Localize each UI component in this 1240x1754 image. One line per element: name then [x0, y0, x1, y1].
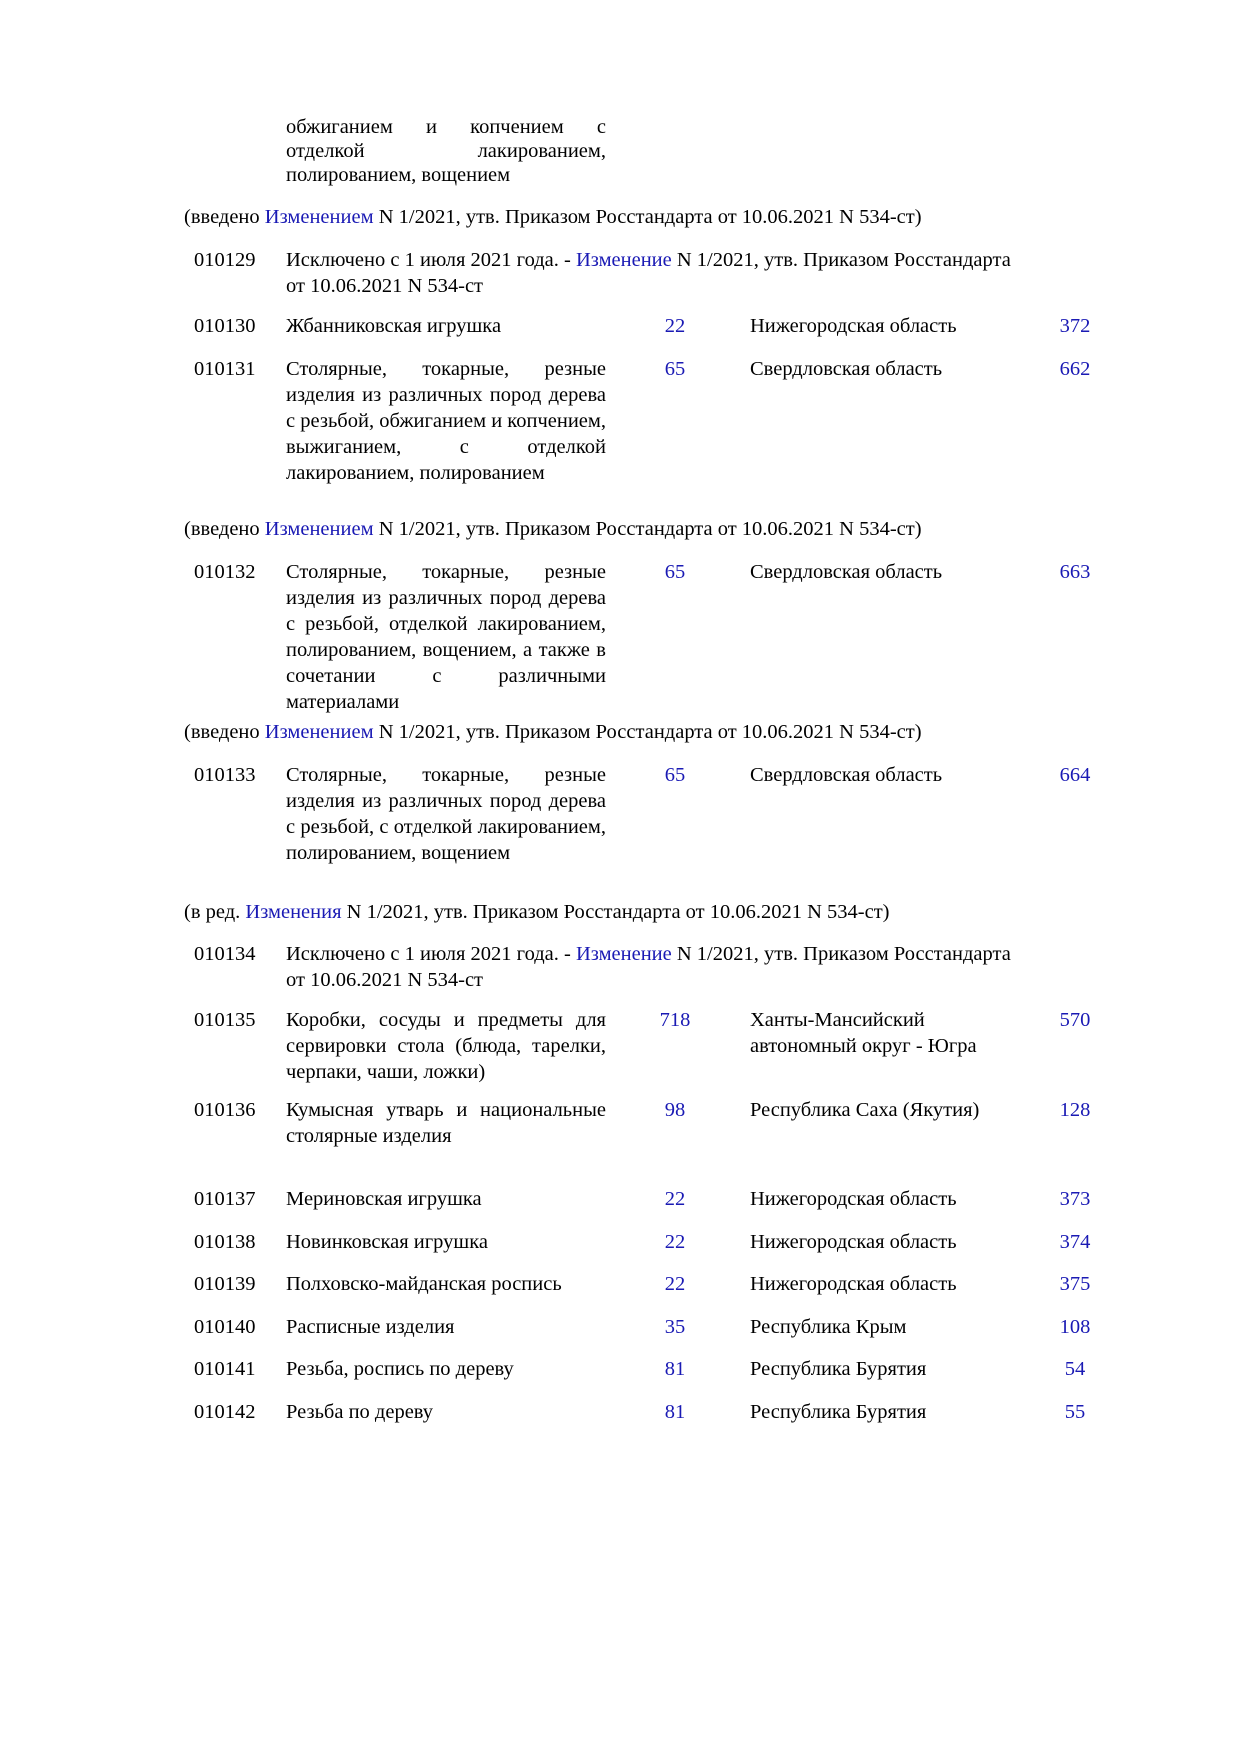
item-name: Исключено с 1 июля 2021 года. - Изменение N 1/2021, утв. Приказом Росстандарта от 10.06.2021 N 534-ст [286, 943, 1011, 991]
item-region: Республика Крым [750, 1316, 907, 1338]
amendment-note: (введено Изменением N 1/2021, утв. Приказом Росстандарта от 10.06.2021 N 534-ст) [184, 721, 922, 743]
amendment-note: (введено Изменением N 1/2021, утв. Приказом Росстандарта от 10.06.2021 N 534-ст) [184, 206, 922, 228]
region-number-link[interactable]: 108 [1059, 1316, 1091, 1338]
region-number-link[interactable]: 570 [1059, 1009, 1091, 1031]
item-code: 010135 [194, 1009, 256, 1031]
amendment-link[interactable]: Изменением [264, 518, 374, 540]
region-number-link[interactable]: 54 [1064, 1358, 1086, 1380]
item-name: Коробки, сосуды и предметы для сервировки стола (блюда, тарелки, черпаки, чаши, ложки) [286, 1009, 606, 1083]
region-number-link[interactable]: 664 [1059, 764, 1091, 786]
item-code: 010140 [194, 1316, 256, 1338]
item-name: Новинковская игрушка [286, 1231, 488, 1253]
item-name: Резьба, роспись по дереву [286, 1358, 514, 1380]
document-page: обжиганием и копчением с отделкой лакированием, полированием, вощением (введено Изменением N 1/2021, утв. Приказом Росстандарта от 10.06.2021 N 534-ст) 010129 Исключено с 1 июля 2021 года. - Изменение N 1/2021, утв. Приказом Росстандарта от 10.06.2021 N 534-ст 010130 Жбанниковская игрушка 22 Нижегородская область 372 010131 Столярные, токарные, резные изделия из различных пород дерева с резьбой, обжиганием и копчением, выжиганием, с отделкой лакированием, полированием 65 Свердловская область 662 (введено Изменением N 1/2021, утв. Приказом Росстандарта от 10.06.2021 N 534-ст) 010132 Столярные, токарные, резные изделия из различных пород дерева с резьбой, отделкой лакированием, полированием, вощением, а также в сочетании с различными материалами 65 Свердловская область 663 (введено Изменением N 1/2021, утв. Приказом Росстандарта от 10.06.2021 N 534-ст) 010133 Столярные, токарные, резные изделия из различных пород дерева с резьбой, с отделкой лакированием, полированием, вощением 65 Свердловская область 664 (в ред. Изменения N 1/2021, утв. Приказом Росстандарта от 10.06.2021 N 534-ст) 010134 Исключено с 1 июля 2021 года. - Изменение N 1/2021, утв. Приказом Росстандарта от 10.06.2021 N 534-ст 010135 Коробки, сосуды и предметы для сервировки стола (блюда, тарелки, черпаки, чаши, ложки) 718 Ханты-Мансийский автономный округ - Югра 570 010136 Кумысная утварь и национальные столярные изделия 98 Республика Саха (Якутия) 128 010137 Мериновская игрушка 22 Нижегородская область 373 010138 Новинковская игрушка 22 Нижегородская область 374 010139 Полховско-майданская роспись 22 Нижегородская область 375 010140 Расписные изделия 35 Республика Крым 108 010141 Резьба, роспись по дереву 81 Республика Бурятия 54 010142 Резьба по дереву 81 Республика Бурятия 55 [0, 0, 1240, 1754]
region-number-link[interactable]: 372 [1059, 315, 1091, 337]
amendment-note: (в ред. Изменения N 1/2021, утв. Приказом Росстандарта от 10.06.2021 N 534-ст) [184, 901, 890, 923]
item-number-link[interactable]: 98 [664, 1099, 686, 1121]
item-number-link[interactable]: 65 [664, 561, 686, 583]
item-region: Свердловская область [750, 561, 943, 583]
item-number-link[interactable]: 22 [664, 1231, 686, 1253]
item-name: Столярные, токарные, резные изделия из различных пород дерева с резьбой, обжиганием и копчением, выжиганием, с отделкой лакированием, полированием [286, 358, 606, 484]
item-region: Нижегородская область [750, 315, 957, 337]
amendment-note: (введено Изменением N 1/2021, утв. Приказом Росстандарта от 10.06.2021 N 534-ст) [184, 518, 922, 540]
item-code: 010142 [194, 1401, 256, 1423]
item-region: Свердловская область [750, 358, 943, 380]
item-code: 010136 [194, 1099, 256, 1121]
item-code: 010132 [194, 561, 256, 583]
item-region: Нижегородская область [750, 1273, 957, 1295]
amendment-link[interactable]: Изменение [575, 943, 672, 965]
region-number-link[interactable]: 374 [1059, 1231, 1091, 1253]
item-name: Столярные, токарные, резные изделия из различных пород дерева с резьбой, с отделкой лакированием, полированием, вощением [286, 764, 606, 864]
amendment-link[interactable]: Изменением [264, 721, 374, 743]
region-number-link[interactable]: 373 [1059, 1188, 1091, 1210]
item-region: Нижегородская область [750, 1188, 957, 1210]
item-number-link[interactable]: 22 [664, 1273, 686, 1295]
item-number-link[interactable]: 35 [664, 1316, 686, 1338]
region-number-link[interactable]: 662 [1059, 358, 1091, 380]
item-code: 010133 [194, 764, 256, 786]
item-name: Исключено с 1 июля 2021 года. - Изменение N 1/2021, утв. Приказом Росстандарта от 10.06.2021 N 534-ст [286, 249, 1011, 297]
region-number-link[interactable]: 375 [1059, 1273, 1091, 1295]
item-name: Расписные изделия [286, 1316, 455, 1338]
amendment-link[interactable]: Изменения [245, 901, 342, 923]
item-code: 010141 [194, 1358, 256, 1380]
amendment-link[interactable]: Изменение [575, 249, 672, 271]
item-region: Ханты-Мансийский автономный округ - Югра [750, 1009, 977, 1057]
item-number-link[interactable]: 22 [664, 1188, 686, 1210]
amendment-link[interactable]: Изменением [264, 206, 374, 228]
item-name: Столярные, токарные, резные изделия из различных пород дерева с резьбой, отделкой лакированием, полированием, вощением, а также в сочетании с различными материалами [286, 561, 606, 713]
item-region: Республика Бурятия [750, 1401, 927, 1423]
item-region: Республика Саха (Якутия) [750, 1099, 980, 1121]
item-code: 010137 [194, 1188, 256, 1210]
item-number-link[interactable]: 81 [664, 1358, 686, 1380]
item-number-link[interactable]: 65 [664, 358, 686, 380]
item-code: 010130 [194, 315, 256, 337]
item-code: 010139 [194, 1273, 256, 1295]
item-code: 010138 [194, 1231, 256, 1253]
item-region: Нижегородская область [750, 1231, 957, 1253]
item-number-link[interactable]: 718 [659, 1009, 691, 1031]
item-code: 010134 [194, 943, 256, 965]
item-region: Свердловская область [750, 764, 943, 786]
region-number-link[interactable]: 55 [1064, 1401, 1086, 1423]
item-name: Полховско-майданская роспись [286, 1273, 562, 1295]
item-number-link[interactable]: 65 [664, 764, 686, 786]
item-name: Кумысная утварь и национальные столярные изделия [286, 1099, 606, 1147]
item-region: Республика Бурятия [750, 1358, 927, 1380]
region-number-link[interactable]: 663 [1059, 561, 1091, 583]
item-name: Мериновская игрушка [286, 1188, 482, 1210]
item-code: 010129 [194, 249, 256, 271]
item-number-link[interactable]: 22 [664, 315, 686, 337]
item-number-link[interactable]: 81 [664, 1401, 686, 1423]
item-name: Резьба по дереву [286, 1401, 434, 1423]
region-number-link[interactable]: 128 [1059, 1099, 1091, 1121]
item-name: Жбанниковская игрушка [286, 315, 502, 337]
item-code: 010131 [194, 358, 256, 380]
